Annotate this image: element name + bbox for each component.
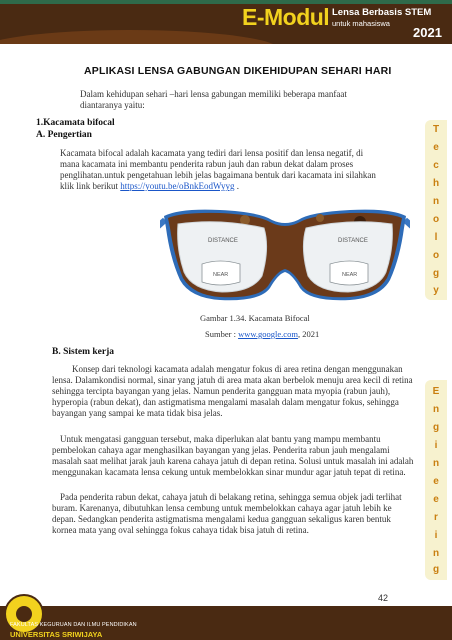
side-letter: l <box>434 232 438 243</box>
heading-bifocal: 1.Kacamata bifocal <box>36 118 115 128</box>
module-title: E-Modul <box>242 4 330 30</box>
source-link[interactable]: www.google.com <box>238 329 298 339</box>
side-letter: g <box>432 564 440 575</box>
page-header <box>0 0 452 44</box>
side-letter: h <box>432 178 440 189</box>
side-tab-technology <box>425 120 447 300</box>
heading-definition: A. Pengertian <box>36 130 92 140</box>
side-letter: r <box>434 512 438 523</box>
figure-source <box>205 329 319 339</box>
side-letter: o <box>432 214 440 225</box>
side-letter: n <box>432 458 440 469</box>
source-prefix: Sumber : <box>205 329 239 339</box>
right-distance-label: DISTANCE <box>338 238 368 244</box>
side-letter: e <box>433 494 439 505</box>
definition-text: Kacamata bifocal adalah kacamata yang tediri dari lensa positif dan lensa negatif, di mana kacamata ini membantu penderita rabun jauh dan rabun dekat dalam proses penglihatan.untuk pengetahuan lebih jelas bagaimana bentuk dari kacamata ini silahkan klik link berikut <box>60 148 376 191</box>
university-logo <box>4 594 44 634</box>
intro-paragraph: Dalam kehidupan sehari –hari lensa gabungan memiliki beberapa manfaat diantaranya yaitu: <box>80 89 347 110</box>
module-audience: untuk mahasiswa <box>332 19 390 28</box>
header-stripe <box>0 0 452 4</box>
heading-working-system: B. Sistem kerja <box>52 347 115 357</box>
side-letter: y <box>433 285 439 296</box>
side-letter: e <box>433 142 439 153</box>
side-letter: g <box>432 422 440 433</box>
page-footer <box>0 606 452 640</box>
left-near-label: NEAR <box>213 272 229 278</box>
side-letter: e <box>433 476 439 487</box>
side-letter: i <box>434 440 438 451</box>
working-paragraph-1: Konsep dari teknologi kacamata adalah mengatur fokus di area retina dengan menggunakan lensa. Dalamkondisi normal, sinar yang jatuh di area mata akan berbelok menuju area kecil di retina sehingga tercipta bayangan yang jelas. Namun penderita gangguan mata myopia (rabun jauh), hyperopia (rabun dekat), dan astigmatisma mengalami masalah dalam mengatur fokus, sehingga bayangan yang sampai ke mata tidak bisa jelas. <box>52 364 413 418</box>
definition-end: . <box>234 181 239 191</box>
side-tab-engineering <box>425 380 447 580</box>
module-year: 2021 <box>413 25 442 40</box>
header-decoration <box>0 30 280 44</box>
working-paragraph-2: Untuk mengatasi gangguan tersebut, maka diperlukan alat bantu yang mampu membantu pembelokan cahaya agar menghasilkan bayangan yang jelas. Penderita rabun jauh mengalami masalah saat melihat jarak jauh karena cahaya jatuh di depan retina. Solusi untuk masalah ini adalah menggunakan kacamata lensa cekung untuk membelokkan sinar mundur agar jatuh tepat di retina. <box>52 434 414 477</box>
faculty-name: FAKULTAS KEGURUAN DAN ILMU PENDIDIKAN <box>10 622 137 628</box>
module-subtitle: Lensa Berbasis STEM <box>332 7 432 18</box>
side-letter: n <box>432 548 440 559</box>
side-letter: o <box>432 250 440 261</box>
figure-caption: Gambar 1.34. Kacamata Bifocal <box>200 313 310 323</box>
working-paragraph-3: Pada penderita rabun dekat, cahaya jatuh di belakang retina, sehingga semua objek jadi terlihat buram. Karenanya, dibutuhkan lensa cembung untuk membelokkan cahaya agar jatuh lebih ke depan. Sedangkan penderita astigmatisma mengalami kedua gangguan sekaligus karen bentuk kornea mata yang oval sehingga fokus cahaya tidak bisa jatuh di retina. <box>52 492 402 535</box>
logo-emblem <box>16 606 32 622</box>
right-near-label: NEAR <box>342 272 358 278</box>
source-suffix: , 2021 <box>297 329 320 339</box>
definition-paragraph <box>60 148 380 192</box>
side-letter: T <box>432 124 440 135</box>
video-link[interactable]: https://youtu.be/oBnkEodWyyg <box>120 181 235 191</box>
left-distance-label: DISTANCE <box>208 238 238 244</box>
bifocal-glasses-image <box>160 198 410 308</box>
side-letter: n <box>432 196 440 207</box>
university-name: UNIVERSITAS SRIWIJAYA <box>10 630 103 639</box>
side-letter: c <box>433 160 439 171</box>
side-letter: g <box>432 268 440 279</box>
side-letter: i <box>434 530 438 541</box>
page-number: 42 <box>378 593 389 603</box>
side-letter: E <box>432 386 440 397</box>
side-letter: n <box>432 404 440 415</box>
section-title: APLIKASI LENSA GABUNGAN DIKEHIDUPAN SEHARI HARI <box>84 65 392 77</box>
